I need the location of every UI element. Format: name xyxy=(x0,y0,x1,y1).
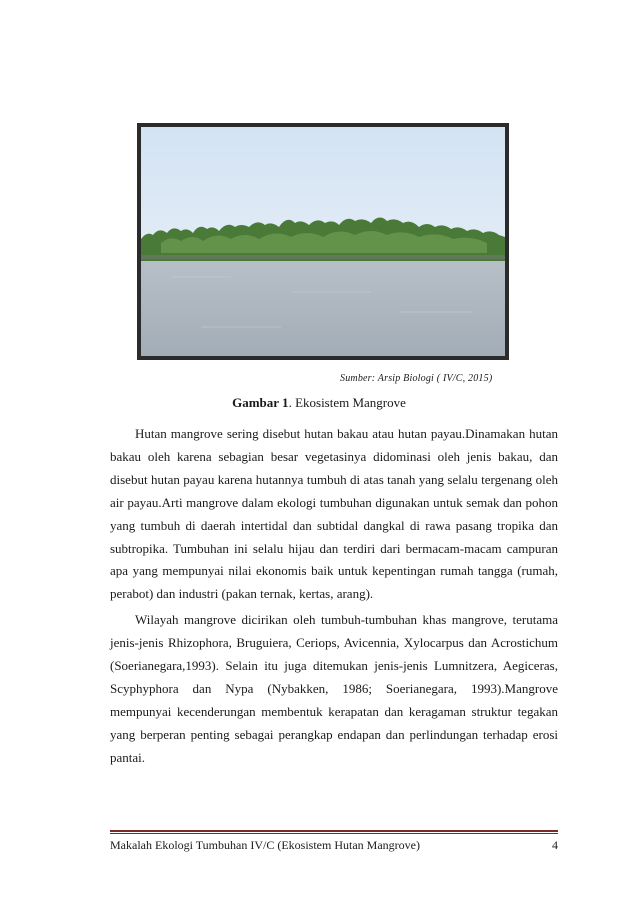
figure-caption-label: Gambar 1 xyxy=(232,395,289,410)
shoreline-reflection xyxy=(141,255,505,259)
paragraph-2: Wilayah mangrove dicirikan oleh tumbuh-tumbuhan khas mangrove, terutama jenis-jenis Rhizophora, Bruguiera, Ceriops, Avicennia, Xylocarpus dan Acrostichum (Soerianegara,1993). Selain itu juga ditemukan jenis-jenis Lumnitzera, Aegiceras, Scyphyphora dan Nypa (Nybakken, 1986; Soerianegara, 1993).Mangrove mempunyai kecenderungan membentuk kerapatan dan keragaman struktur tegakan yang berperan penting sebagai perangkap endapan dan perlindungan terhadap erosi pantai. xyxy=(110,612,558,765)
footer-rule-thin xyxy=(110,833,558,834)
figure-caption xyxy=(0,395,638,411)
footer-rule xyxy=(110,830,558,832)
body-text xyxy=(110,423,558,773)
mangrove-illustration xyxy=(141,127,505,356)
paragraph-1: Hutan mangrove sering disebut hutan bakau atau hutan payau.Dinamakan hutan bakau oleh karena sebagian besar vegetasinya didominasi oleh jenis bakau, dan disebut hutan payau karena hutannya tumbuh di atas tanah yang selalu tergenang oleh air payau.Arti mangrove dalam ekologi tumbuhan digunakan untuk semak dan pohon yang tumbuh di daerah intertidal dan subtidal dangkal di rawa pasang tropika dan subtropika. Tumbuhan ini selalu hijau dan terdiri dari bermacam-macam campuran apa yang mempunyai nilai ekonomis baik untuk kepentingan rumah tangga (rumah, perabot) dan industri (pakan ternak, kertas, arang). xyxy=(110,426,558,602)
figure-source: Sumber: Arsip Biologi ( IV/C, 2015) xyxy=(340,373,493,384)
page-number: 4 xyxy=(552,838,558,852)
river-water xyxy=(141,255,505,356)
mangrove-photo xyxy=(137,123,509,360)
figure-caption-text: . Ekosistem Mangrove xyxy=(288,395,406,410)
footer-title: Makalah Ekologi Tumbuhan IV/C (Ekosistem Hutan Mangrove) xyxy=(110,838,420,852)
